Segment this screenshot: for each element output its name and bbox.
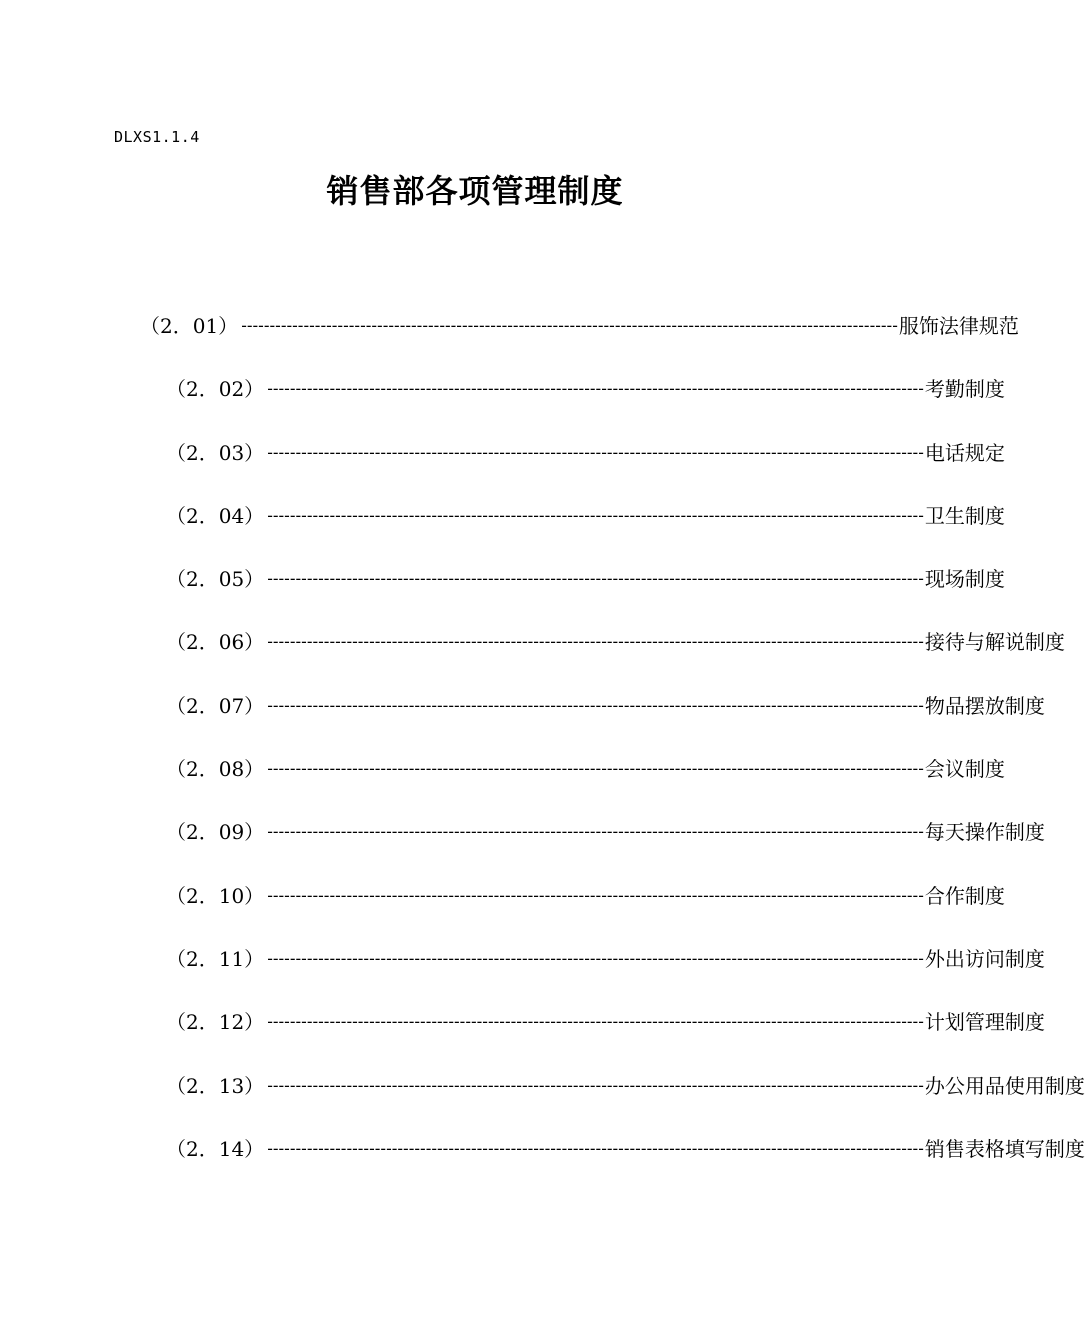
toc-entry-number: （2．09） — [166, 820, 265, 844]
toc-entry-label: 接待与解说制度 — [924, 630, 1065, 654]
toc-entry-number: （2．11） — [166, 947, 265, 971]
toc-leader-dots: -------------------------------------------------------------------------------------------------------------------- — [267, 886, 924, 905]
toc-leader-dots: -------------------------------------------------------------------------------------------------------------------- — [267, 632, 924, 651]
toc-entry-2-02 — [166, 374, 1005, 404]
toc-entry-label: 会议制度 — [924, 757, 1005, 781]
toc-entry-label: 办公用品使用制度 — [924, 1074, 1085, 1098]
toc-leader-dots: -------------------------------------------------------------------------------------------------------------------- — [267, 379, 924, 398]
toc-entry-2-03 — [166, 438, 1005, 468]
toc-leader-dots: -------------------------------------------------------------------------------------------------------------------- — [267, 569, 924, 588]
toc-entry-number: （2．01） — [140, 314, 239, 338]
toc-entry-2-05 — [166, 564, 1005, 594]
toc-entry-2-06 — [166, 627, 1065, 657]
toc-entry-label: 销售表格填写制度 — [924, 1137, 1085, 1161]
toc-entry-number: （2．03） — [166, 441, 265, 465]
toc-entry-2-07 — [166, 691, 1045, 721]
page-title: 销售部各项管理制度 — [326, 172, 624, 210]
toc-entry-label: 服饰法律规范 — [898, 314, 1019, 338]
toc-entry-number: （2．05） — [166, 567, 265, 591]
toc-entry-2-12 — [166, 1007, 1045, 1037]
toc-entry-2-13 — [166, 1071, 1085, 1101]
toc-leader-dots: -------------------------------------------------------------------------------------------------------------------- — [267, 949, 924, 968]
toc-entry-number: （2．08） — [166, 757, 265, 781]
toc-leader-dots: -------------------------------------------------------------------------------------------------------------------- — [241, 316, 898, 335]
toc-entry-label: 卫生制度 — [924, 504, 1005, 528]
toc-entry-number: （2．12） — [166, 1010, 265, 1034]
toc-entry-2-11 — [166, 944, 1045, 974]
toc-leader-dots: -------------------------------------------------------------------------------------------------------------------- — [267, 1139, 924, 1158]
toc-entry-number: （2．14） — [166, 1137, 265, 1161]
toc-entry-label: 电话规定 — [924, 441, 1005, 465]
toc-entry-label: 合作制度 — [924, 884, 1005, 908]
toc-leader-dots: -------------------------------------------------------------------------------------------------------------------- — [267, 443, 924, 462]
toc-entry-2-14 — [166, 1134, 1085, 1164]
toc-leader-dots: -------------------------------------------------------------------------------------------------------------------- — [267, 696, 924, 715]
toc-entry-number: （2．07） — [166, 694, 265, 718]
toc-leader-dots: -------------------------------------------------------------------------------------------------------------------- — [267, 506, 924, 525]
toc-entry-label: 每天操作制度 — [924, 820, 1045, 844]
toc-entry-label: 现场制度 — [924, 567, 1005, 591]
toc-entry-2-08 — [166, 754, 1005, 784]
toc-entry-2-01 — [140, 311, 1019, 341]
toc-leader-dots: -------------------------------------------------------------------------------------------------------------------- — [267, 1012, 924, 1031]
toc-entry-number: （2．02） — [166, 377, 265, 401]
toc-leader-dots: -------------------------------------------------------------------------------------------------------------------- — [267, 759, 924, 778]
toc-entry-2-04 — [166, 501, 1005, 531]
toc-entry-number: （2．13） — [166, 1074, 265, 1098]
toc-entry-2-10 — [166, 881, 1005, 911]
toc-entry-label: 外出访问制度 — [924, 947, 1045, 971]
toc-entry-number: （2．06） — [166, 630, 265, 654]
toc-entry-label: 物品摆放制度 — [924, 694, 1045, 718]
toc-leader-dots: -------------------------------------------------------------------------------------------------------------------- — [267, 822, 924, 841]
toc-entry-number: （2．04） — [166, 504, 265, 528]
toc-entry-number: （2．10） — [166, 884, 265, 908]
toc-entry-label: 考勤制度 — [924, 377, 1005, 401]
document-code: DLXS1.1.4 — [114, 128, 200, 146]
toc-entry-label: 计划管理制度 — [924, 1010, 1045, 1034]
toc-leader-dots: -------------------------------------------------------------------------------------------------------------------- — [267, 1076, 924, 1095]
toc-entry-2-09 — [166, 817, 1045, 847]
